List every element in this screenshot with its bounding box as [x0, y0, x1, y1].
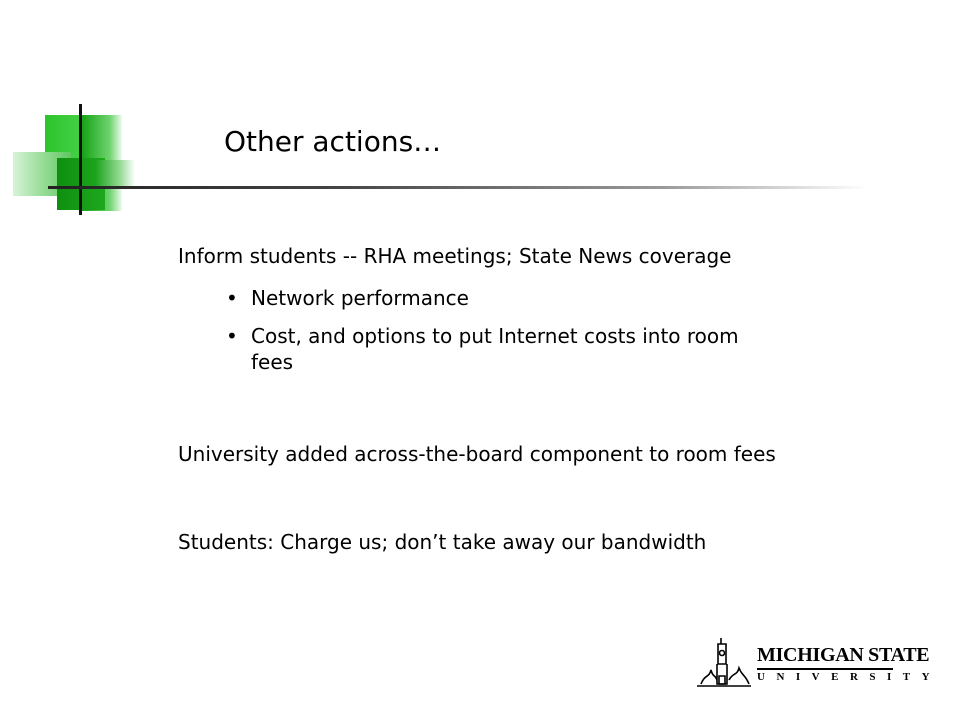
- title-underline: [48, 186, 868, 189]
- bullet-marker: •: [226, 286, 238, 310]
- msu-logo: [695, 634, 942, 690]
- bullet-text: Cost, and options to put Internet costs into room fees: [251, 324, 739, 374]
- slide-title: Other actions…: [224, 125, 442, 158]
- decorative-green-squares: [0, 0, 140, 230]
- body-line-students: Students: Charge us; don’t take away our bandwidth: [178, 530, 707, 554]
- body-line-university: University added across-the-board component to room fees: [178, 442, 776, 466]
- bullet-text: Network performance: [251, 286, 469, 310]
- body-line-inform-students: Inform students -- RHA meetings; State News coverage: [178, 244, 732, 268]
- bullet-marker: •: [226, 324, 238, 348]
- green-square: [95, 160, 135, 186]
- beaumont-tower-icon: [695, 634, 753, 690]
- logo-subtitle: UNIVERSITY: [757, 671, 942, 683]
- bullet-list: [226, 285, 786, 387]
- logo-rule: [757, 668, 893, 670]
- bullet-item: [226, 285, 786, 311]
- bullet-item: [226, 323, 786, 375]
- vertical-rule: [79, 104, 82, 215]
- logo-wordmark: MICHIGAN STATE: [757, 644, 930, 666]
